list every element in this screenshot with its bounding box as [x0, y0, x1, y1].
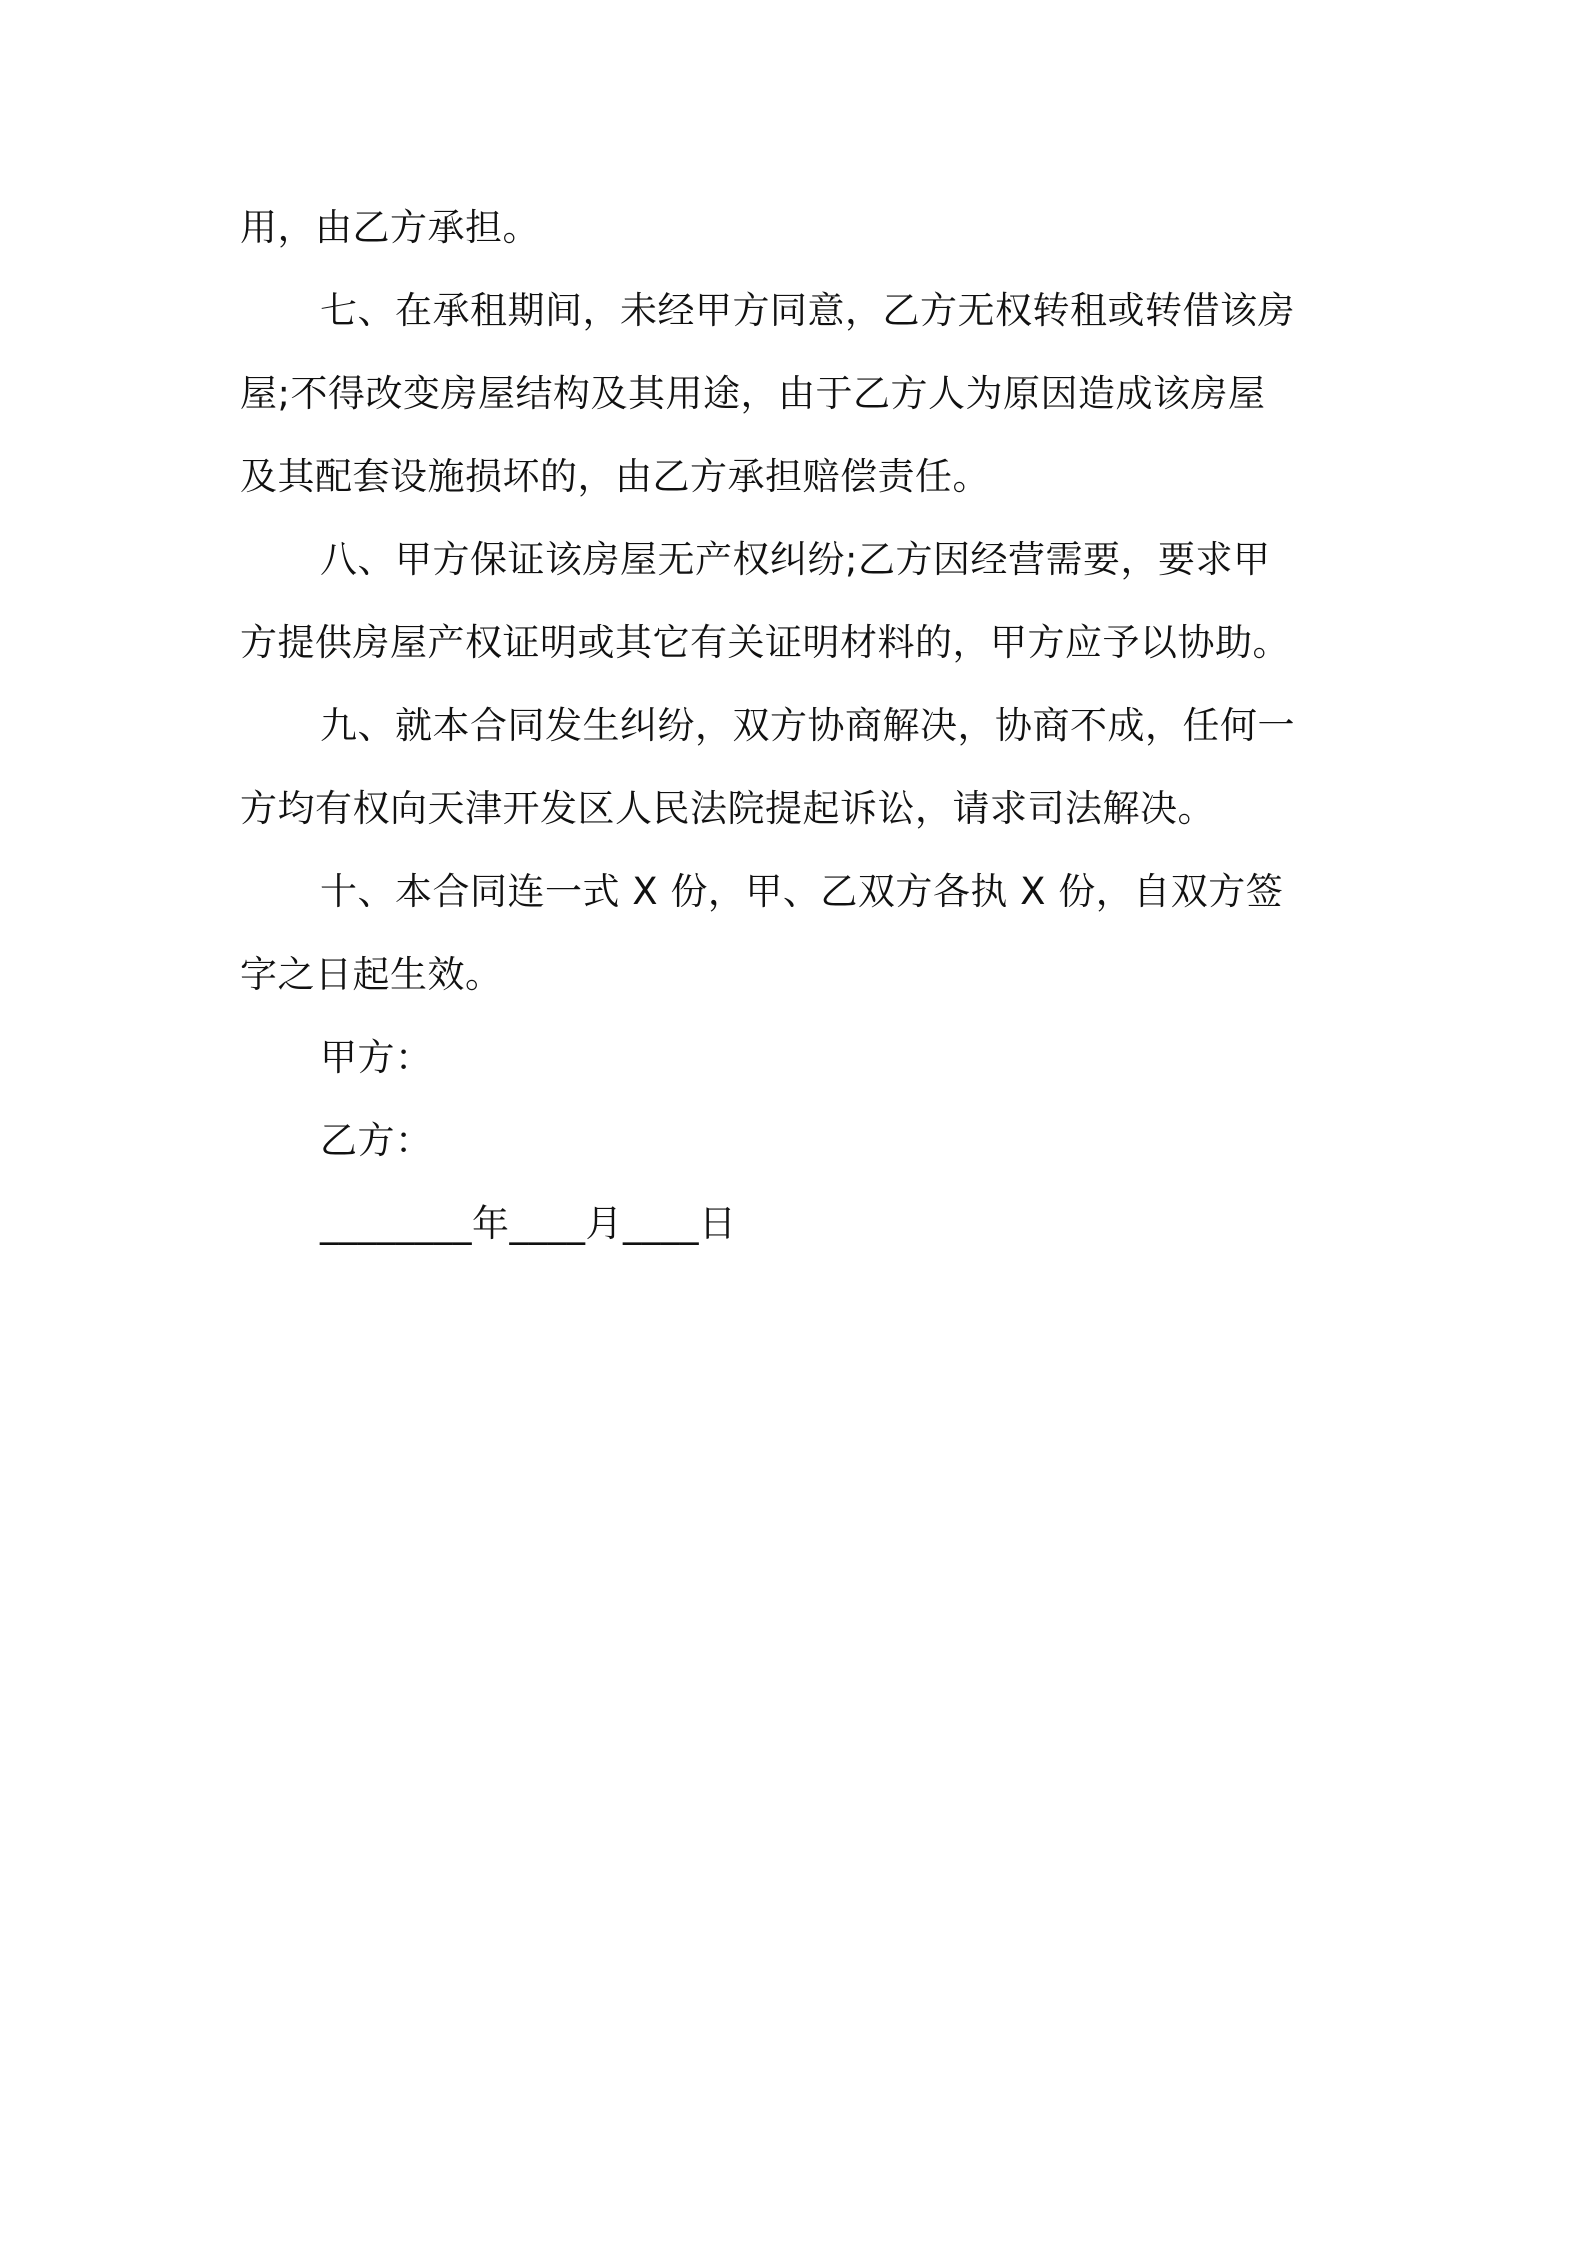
- clause-9-line-1: 九、就本合同发生纠纷，双方协商解决，协商不成，任何一: [320, 704, 1295, 747]
- clause-7-line-1: 七、在承租期间，未经甲方同意，乙方无权转租或转借该房: [320, 289, 1295, 332]
- clause-7-line-2: 屋;不得改变房屋结构及其用途，由于乙方人为原因造成该房屋: [240, 372, 1266, 415]
- document-body: [240, 186, 1350, 1265]
- clause-8-line-1: 八、甲方保证该房屋无产权纠纷;乙方因经营需要，要求甲: [320, 538, 1271, 581]
- clause-7-line-3: 及其配套设施损坏的，由乙方承担赔偿责任。: [240, 455, 990, 498]
- party-a-label: 甲方：: [320, 1036, 433, 1079]
- date-line: ________年____月____日: [320, 1202, 737, 1245]
- clause-10-line-1: 十、本合同连一式 X 份，甲、乙双方各执 X 份，自双方签: [320, 870, 1284, 913]
- clause-8-line-2: 方提供房屋产权证明或其它有关证明材料的，甲方应予以协助。: [240, 621, 1290, 664]
- clause-10-line-2: 字之日起生效。: [240, 953, 503, 996]
- party-b-label: 乙方：: [320, 1119, 433, 1162]
- clause-9-line-2: 方均有权向天津开发区人民法院提起诉讼，请求司法解决。: [240, 787, 1215, 830]
- text-line-1: 用，由乙方承担。: [240, 206, 540, 249]
